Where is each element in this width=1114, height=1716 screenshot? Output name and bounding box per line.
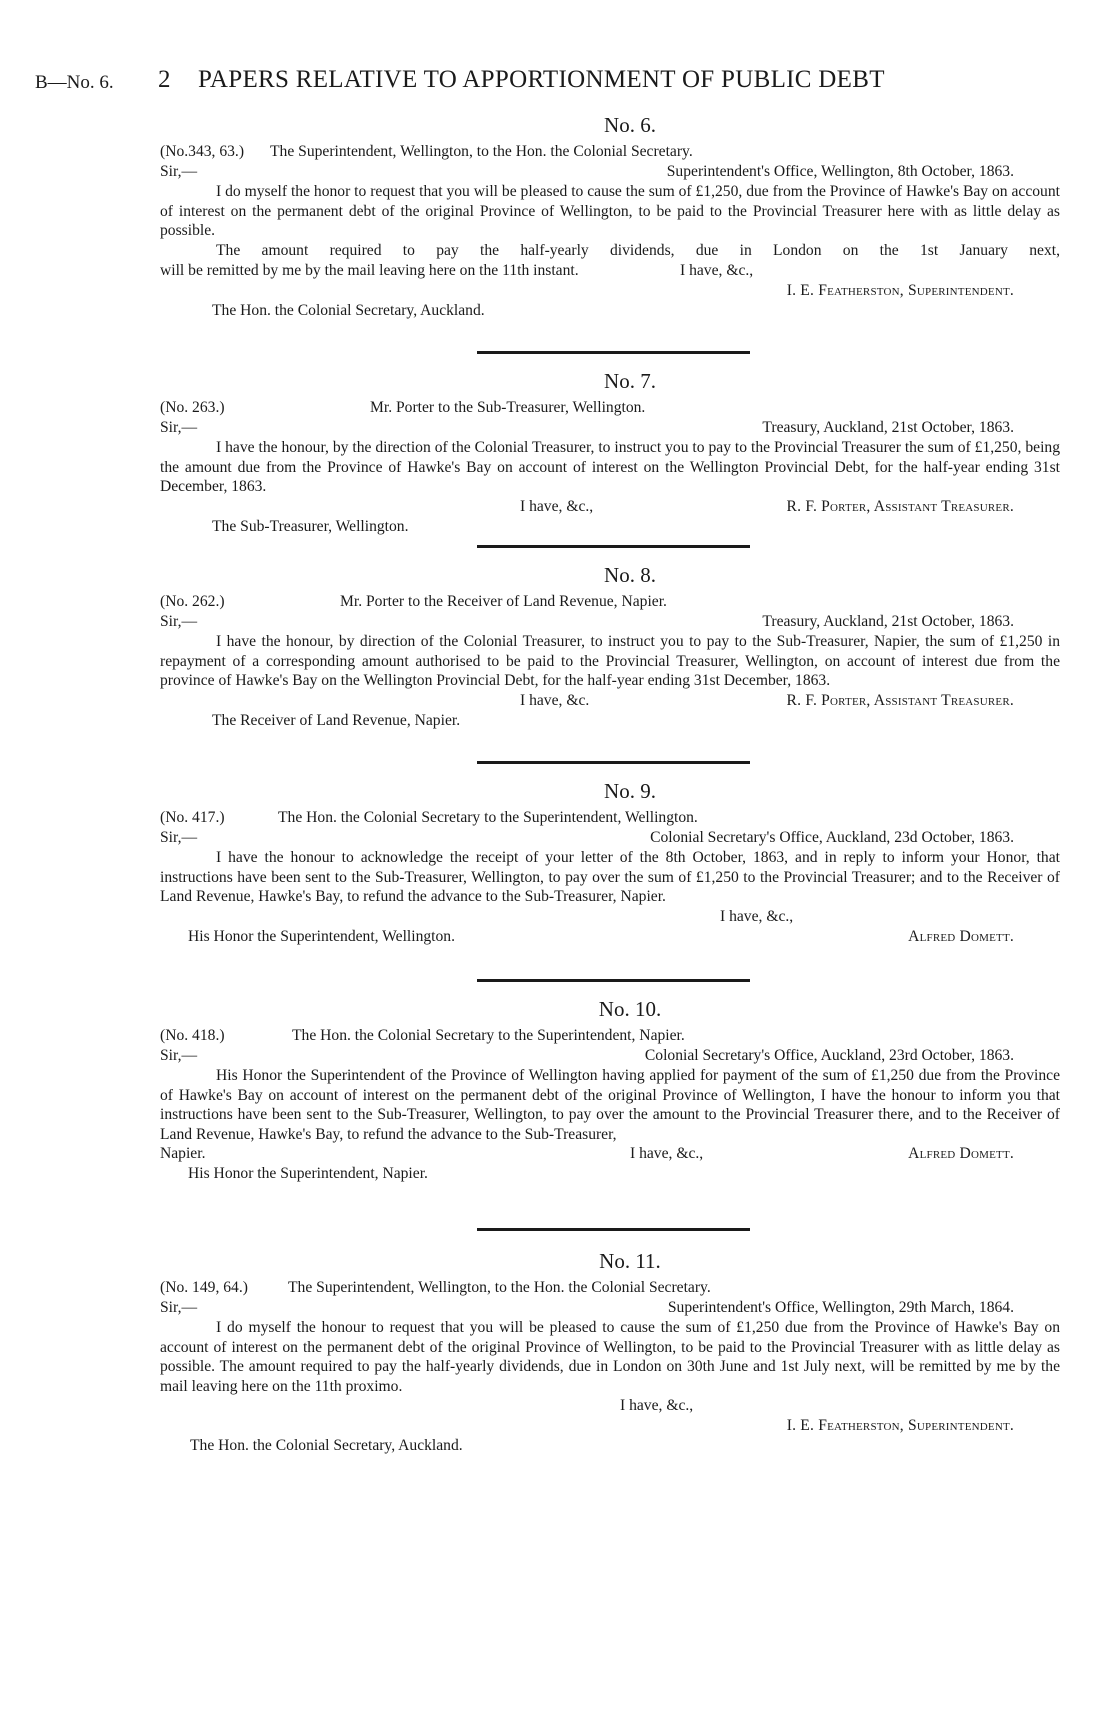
letter-body-3: will be remitted by me by the mail leaving here on the 11th instant. [160, 261, 579, 279]
letter-heading: No. 6. [604, 113, 656, 137]
signature: Alfred Domett. [908, 1145, 1014, 1163]
letter-body: I have the honour, by the direction of the Colonial Treasurer, to instruct you to pay to the Provincial Treasurer the sum of £1,250, being the amount due from the Province of Hawke's Bay on account of interest on the Wellington Provincial Debt, for the half-year ending 31st December, 1863. [160, 439, 1060, 496]
divider-rule [477, 1228, 750, 1231]
letter-body: I do myself the honour to request that you will be pleased to cause the sum of £1,250 due from the Province of Hawke's Bay on account of interest on the permanent debt of the original Province of Wellington, to be paid to the Provincial Treasurer with as little delay as possible. The amount required to pay the half-yearly dividends, due in London on 30th June and 1st July next, will be remitted by me by the mail leaving here on the 11th proximo. [160, 1319, 1060, 1395]
divider-rule [477, 979, 750, 982]
letter-reference: (No. 149, 64.) [160, 1279, 248, 1296]
signature: I. E. Featherston, Superintendent. [786, 281, 1014, 299]
signature: Alfred Domett. [908, 927, 1014, 945]
signature: R. F. Porter, Assistant Treasurer. [786, 497, 1014, 515]
letter-no-11 [160, 1248, 1060, 1456]
page-number: 2 [158, 66, 171, 93]
dateline: Superintendent's Office, Wellington, 8th October, 1863. [666, 163, 1014, 180]
addressee: The Hon. the Colonial Secretary, Auckland. [212, 301, 485, 319]
closing: I have, &c., [620, 1397, 694, 1415]
letter-reference: (No.343, 63.) [160, 143, 245, 160]
dateline: Treasury, Auckland, 21st October, 1863. [762, 613, 1014, 630]
page-header [35, 62, 1014, 102]
salutation: Sir,— [160, 419, 198, 436]
letter-body-end: Napier. [160, 1145, 206, 1163]
letter-heading: No. 8. [604, 563, 656, 587]
addressee: The Sub-Treasurer, Wellington. [212, 517, 409, 535]
letter-heading: No. 10. [598, 997, 662, 1021]
closing: I have, &c. [520, 691, 590, 709]
signature: R. F. Porter, Assistant Treasurer. [786, 691, 1014, 709]
letter-heading: No. 11. [599, 1249, 661, 1273]
letter-heading: No. 7. [604, 369, 656, 393]
letter-no-7 [160, 368, 1060, 537]
divider-rule [477, 351, 750, 354]
closing: I have, &c., [520, 497, 594, 515]
divider-rule [477, 761, 750, 764]
letter-route: The Hon. the Colonial Secretary to the Superintendent, Wellington. [278, 809, 698, 826]
dateline: Colonial Secretary's Office, Auckland, 23rd October, 1863. [644, 1047, 1014, 1064]
letter-reference: (No. 418.) [160, 1027, 225, 1044]
letter-no-10 [160, 996, 1060, 1184]
letter-body: I have the honour, by direction of the Colonial Treasurer, to instruct you to pay to the Sub-Treasurer, Napier, the sum of £1,250 in repayment of a corresponding amount authorised to be paid to the Provincial Treasurer, Wellington, on account of interest due from the province of Hawke's Bay on the Wellington Provincial Debt, for the half-year ending 31st December, 1863. [160, 633, 1060, 690]
addressee: His Honor the Superintendent, Wellington. [188, 927, 455, 945]
letter-reference: (No. 263.) [160, 399, 225, 416]
divider-rule [477, 545, 750, 548]
letter-reference: (No. 417.) [160, 809, 225, 826]
closing: I have, &c., [720, 907, 794, 925]
letter-route: Mr. Porter to the Sub-Treasurer, Wellington. [370, 399, 646, 416]
letter-reference: (No. 262.) [160, 593, 225, 610]
addressee: His Honor the Superintendent, Napier. [188, 1165, 428, 1183]
letter-no-9 [160, 778, 1060, 947]
salutation: Sir,— [160, 829, 198, 846]
letter-route: The Superintendent, Wellington, to the Hon. the Colonial Secretary. [270, 143, 693, 160]
letter-body-2: The amount required to pay the half-yearly dividends, due in London on the 1st January next, [216, 241, 1060, 259]
letter-no-6 [160, 112, 1060, 321]
salutation: Sir,— [160, 613, 198, 630]
letter-body: I do myself the honor to request that you will be pleased to cause the sum of £1,250, due from the Province of Hawke's Bay on account of interest on the permanent debt of the original Province of Wellington, to be paid to the Provincial Treasurer here with as little delay as possible. [160, 183, 1060, 240]
letter-body: His Honor the Superintendent of the Province of Wellington having applied for payment of the sum of £1,250 due from the Province of Hawke's Bay on account of interest on the permanent debt of the original Province of Wellington, I have the honour to inform you that instructions have been sent to the Sub-Treasurer, Wellington, to pay over the amount to the Provincial Treasurer there, and to the Receiver of Land Revenue, Hawke's Bay, to refund the advance to the Sub-Treasurer, [160, 1067, 1060, 1143]
letter-body: I have the honour to acknowledge the receipt of your letter of the 8th October, 1863, and in reply to inform your Honor, that instructions have been sent to the Sub-Treasurer, Wellington, to pay over the sum of £1,250 to the Provincial Treasurer; and to the Receiver of Land Revenue, Hawke's Bay, to refund the advance to the Sub-Treasurer, Napier. [160, 849, 1060, 906]
letter-route: Mr. Porter to the Receiver of Land Revenue, Napier. [340, 593, 667, 610]
page-title: PAPERS RELATIVE TO APPORTIONMENT OF PUBLIC DEBT [198, 66, 885, 93]
closing: I have, &c., [630, 1145, 704, 1163]
letter-no-8 [160, 562, 1060, 731]
letter-route: The Hon. the Colonial Secretary to the Superintendent, Napier. [292, 1027, 685, 1044]
signature: I. E. Featherston, Superintendent. [786, 1417, 1014, 1435]
dateline: Colonial Secretary's Office, Auckland, 23d October, 1863. [650, 829, 1014, 846]
letter-heading: No. 9. [604, 779, 656, 803]
addressee: The Hon. the Colonial Secretary, Auckland. [190, 1437, 463, 1455]
closing: I have, &c., [680, 261, 754, 279]
salutation: Sir,— [160, 1299, 198, 1316]
salutation: Sir,— [160, 1047, 198, 1064]
letter-route: The Superintendent, Wellington, to the Hon. the Colonial Secretary. [288, 1279, 711, 1296]
series-reference: B—No. 6. [35, 72, 114, 93]
dateline: Treasury, Auckland, 21st October, 1863. [762, 419, 1014, 436]
salutation: Sir,— [160, 163, 198, 180]
dateline: Superintendent's Office, Wellington, 29th March, 1864. [667, 1299, 1014, 1316]
addressee: The Receiver of Land Revenue, Napier. [212, 711, 461, 729]
